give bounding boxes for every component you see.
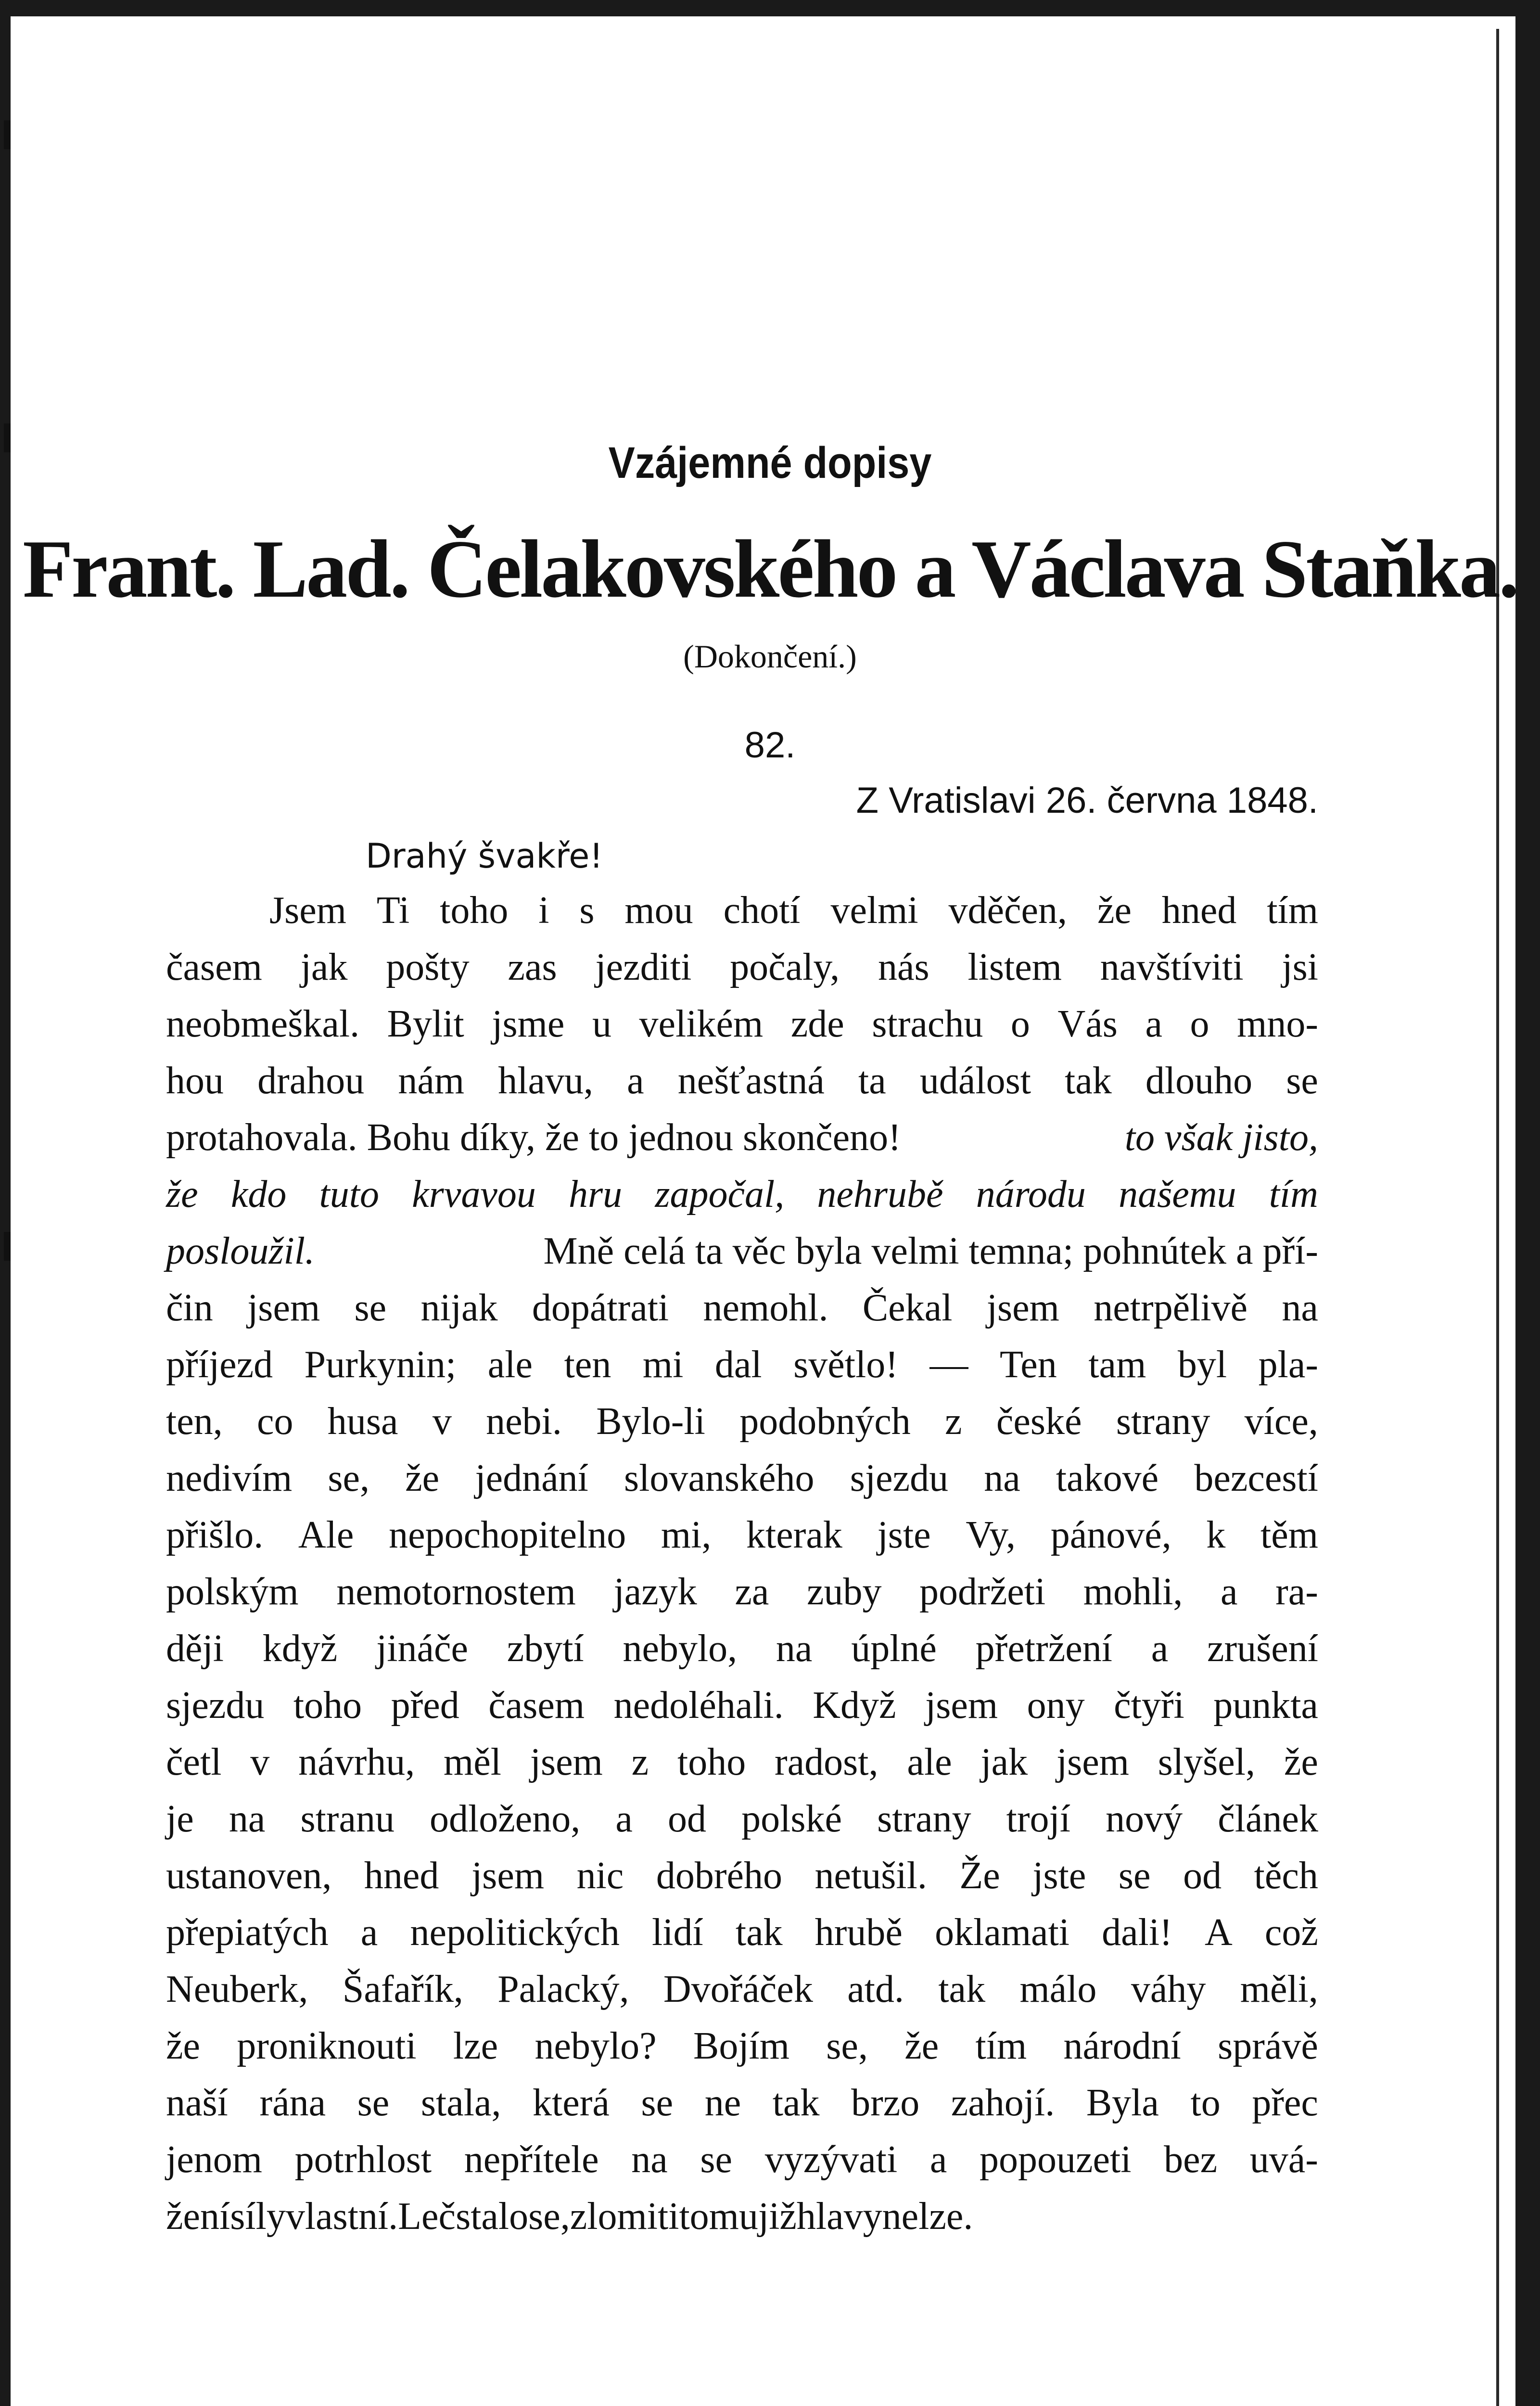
word: strachu (872, 1003, 983, 1045)
word: nás (878, 946, 929, 988)
word: dali! (1102, 1911, 1172, 1954)
word: se (1286, 1060, 1318, 1102)
word: ale (907, 1741, 952, 1783)
word: jináče (376, 1627, 468, 1670)
word: se, (528, 2195, 570, 2238)
word: podobných (739, 1400, 911, 1443)
word: že (1097, 889, 1132, 932)
word: na (631, 2138, 668, 2181)
word: brzo (851, 2082, 920, 2124)
word: drahou (257, 1060, 365, 1102)
word: časem (166, 946, 262, 988)
word: zlomiti (570, 2195, 679, 2238)
word: nám (398, 1060, 465, 1102)
word: se (357, 2082, 390, 2124)
word: podržeti (919, 1571, 1046, 1613)
word: strany (877, 1798, 971, 1840)
word: listem (967, 946, 1062, 988)
word: atd. (847, 1968, 904, 2010)
text-line (166, 2188, 1318, 2245)
word: jsme (492, 1003, 565, 1045)
word: a (615, 1798, 633, 1840)
word: dlouho (1145, 1060, 1253, 1102)
word: bezcestí (1194, 1457, 1318, 1499)
word: přišlo. (166, 1514, 264, 1556)
word: Ale (298, 1514, 354, 1556)
word: žení (166, 2195, 230, 2238)
word: jak (300, 946, 348, 988)
word: a (1151, 1627, 1169, 1670)
text-line (166, 939, 1318, 996)
word: nebylo? (535, 2025, 657, 2067)
word: a (1145, 1003, 1162, 1045)
word: ra- (1275, 1571, 1318, 1613)
word: dopátrati (532, 1287, 669, 1329)
word: návrhu, (298, 1741, 415, 1783)
word: Čekal (862, 1287, 953, 1329)
word: slovanského (624, 1457, 815, 1499)
word: v (250, 1741, 270, 1783)
word: světlo! (793, 1344, 898, 1386)
word: hlavu, (498, 1060, 593, 1102)
word: tak (938, 1968, 986, 2010)
text-line (166, 882, 1318, 939)
page-title: Frant. Lad. Čelakovského a Václava Staňka. (23, 524, 1517, 615)
word: Dvořáček (663, 1968, 813, 2010)
word: jsem (986, 1287, 1059, 1329)
word: počaly, (730, 946, 840, 988)
word: mou (624, 889, 693, 932)
word: nemotornostem (336, 1571, 576, 1613)
word: od (1183, 1855, 1222, 1897)
word: mi, (661, 1514, 712, 1556)
word: pánové, (1050, 1514, 1171, 1556)
word: husa (327, 1400, 398, 1443)
word: o (1010, 1003, 1030, 1045)
word: tím (975, 2025, 1027, 2067)
word: nepřítele (464, 2138, 599, 2181)
word: naší (166, 2082, 228, 2124)
text-line-italic (166, 1166, 1318, 1223)
word: vděčen, (948, 889, 1068, 932)
text-line (166, 1393, 1318, 1450)
word: stranu (300, 1798, 395, 1840)
text-line (166, 1791, 1318, 1847)
italic-text-segment: posloužil. (166, 1230, 315, 1272)
word: jsem (247, 1287, 320, 1329)
word: jednání (475, 1457, 588, 1499)
word: ne (704, 2082, 741, 2124)
word: měli, (1240, 1968, 1318, 2010)
word: jsi (1282, 946, 1318, 988)
word: potrhlost (294, 2138, 432, 2181)
word: nový (1106, 1798, 1183, 1840)
word: na (1282, 1287, 1318, 1329)
word: sjezdu (166, 1684, 265, 1727)
word: a (1221, 1571, 1238, 1613)
word: že (166, 2025, 201, 2067)
margin-mark (4, 1232, 11, 1261)
word: jazyk (613, 1571, 697, 1613)
text-line (166, 1734, 1318, 1791)
word: jste (877, 1514, 931, 1556)
letter-body (166, 882, 1318, 2245)
word: nijak (420, 1287, 498, 1329)
text-line (166, 2131, 1318, 2188)
word: síly (230, 2195, 286, 2238)
word: navštíviti (1100, 946, 1244, 988)
word: těm (1260, 1514, 1318, 1556)
word: jsem (471, 1855, 545, 1897)
word: proniknouti (237, 2025, 417, 2067)
word: zahojí. (951, 2082, 1055, 2124)
word: zbytí (507, 1627, 584, 1670)
word: tam (1088, 1344, 1146, 1386)
text-line (166, 1620, 1318, 1677)
word: nedivím (166, 1457, 293, 1499)
word: uvá- (1249, 2138, 1318, 2181)
word: ta (858, 1060, 886, 1102)
word: se (354, 1287, 387, 1329)
word: která (533, 2082, 610, 2124)
word: četl (166, 1741, 222, 1783)
word: málo (1019, 1968, 1097, 2010)
word: stalo (456, 2195, 529, 2238)
word: Bylit (387, 1003, 464, 1045)
text-line (166, 1847, 1318, 1904)
word: co (257, 1400, 293, 1443)
word: Když (813, 1684, 896, 1727)
word: nebi. (486, 1400, 562, 1443)
word: se (1118, 1855, 1151, 1897)
word: více, (1244, 1400, 1318, 1443)
word: Vás (1057, 1003, 1118, 1045)
word: čin (166, 1287, 213, 1329)
word: Purkynin; (304, 1344, 457, 1386)
word: Ti (376, 889, 410, 932)
word: Bylo-li (596, 1400, 705, 1443)
text-line-mixed (166, 1223, 1318, 1280)
word: mno- (1237, 1003, 1318, 1045)
word: hou (166, 1060, 224, 1102)
word: za (735, 1571, 769, 1613)
word: české (996, 1400, 1082, 1443)
word: že (166, 1173, 198, 1216)
word: slyšel, (1158, 1741, 1256, 1783)
word: národu (976, 1173, 1086, 1216)
word: přepiatých (166, 1911, 329, 1954)
word: zrušení (1207, 1627, 1318, 1670)
place-date: Z Vratislavi 26. června 1848. (856, 780, 1318, 821)
word: jsem (1056, 1741, 1129, 1783)
word: na (984, 1457, 1020, 1499)
word: Ten (999, 1344, 1057, 1386)
word: našemu (1119, 1173, 1236, 1216)
word: nešťastná (677, 1060, 825, 1102)
word: odloženo, (430, 1798, 581, 1840)
word: netušil. (815, 1855, 927, 1897)
word: zde (790, 1003, 844, 1045)
word: nemohl. (703, 1287, 828, 1329)
word: nehrubě (817, 1173, 943, 1216)
word: stala, (420, 2082, 501, 2124)
word: nic (576, 1855, 624, 1897)
word: k (1206, 1514, 1226, 1556)
word: tím (1267, 889, 1318, 932)
word: oklamati (935, 1911, 1070, 1954)
word: zas (508, 946, 557, 988)
word: bez (1164, 2138, 1218, 2181)
word: jak (980, 1741, 1028, 1783)
word: a (929, 2138, 947, 2181)
word: od (668, 1798, 706, 1840)
text-line (166, 2074, 1318, 2131)
word: lidí (652, 1911, 703, 1954)
word: váhy (1131, 1968, 1206, 2010)
subtitle: (Dokončení.) (683, 638, 857, 675)
salutation: Drahý švakře! (366, 836, 603, 876)
word: tak (735, 1911, 783, 1954)
word: nedoléhali. (613, 1684, 784, 1727)
word: kterak (746, 1514, 842, 1556)
word: se, (328, 1457, 369, 1499)
word: nepochopitelno (389, 1514, 626, 1556)
word: ustanoven, (166, 1855, 332, 1897)
word: rána (259, 2082, 326, 2124)
word: jezditi (595, 946, 692, 988)
word: přec (1252, 2082, 1318, 2124)
word: sjezdu (850, 1457, 949, 1499)
word: Šafařík, (342, 1968, 463, 2010)
word: neobmeškal. (166, 1003, 360, 1045)
word: těch (1254, 1855, 1318, 1897)
text-line (166, 996, 1318, 1052)
word: velmi (830, 889, 918, 932)
word: Bojím (693, 2025, 790, 2067)
word: vlastní. (285, 2195, 398, 2238)
word: strany (1116, 1400, 1210, 1443)
letter-number: 82. (744, 725, 796, 766)
word: a (627, 1060, 644, 1102)
word: kdo (230, 1173, 287, 1216)
text-line (166, 1507, 1318, 1563)
word: dobrého (656, 1855, 782, 1897)
word: před (391, 1684, 459, 1727)
word: mohli, (1083, 1571, 1183, 1613)
word: chotí (723, 889, 801, 932)
word: hned (364, 1855, 439, 1897)
word: vyzývati (764, 2138, 898, 2181)
word: netrpělivě (1094, 1287, 1248, 1329)
word: ony (1027, 1684, 1085, 1727)
word: zuby (806, 1571, 882, 1613)
word: na (776, 1627, 813, 1670)
text-line (166, 2018, 1318, 2074)
word: punkta (1213, 1684, 1318, 1727)
text-line (166, 1563, 1318, 1620)
word: u (592, 1003, 611, 1045)
page-edge-shadow (1496, 29, 1499, 2406)
word: jsem (925, 1684, 998, 1727)
word: tak (1065, 1060, 1112, 1102)
word: tuto (319, 1173, 379, 1216)
word: hru (569, 1173, 623, 1216)
text-segment: protahovala. Bohu díky, že to jednou skončeno! (166, 1116, 901, 1159)
scan-border-left (0, 0, 11, 2406)
word: to (1190, 2082, 1221, 2124)
word: hned (1161, 889, 1237, 932)
text-line (166, 1904, 1318, 1961)
word: tomu (679, 2195, 758, 2238)
word: článek (1218, 1798, 1318, 1840)
word: trojí (1006, 1798, 1070, 1840)
word: Neuberk, (166, 1968, 308, 2010)
series-heading: Vzájemné dopisy (608, 438, 932, 487)
margin-mark (4, 423, 11, 452)
word: národní (1063, 2025, 1181, 2067)
word: polské (741, 1798, 842, 1840)
text-line (166, 1280, 1318, 1336)
word: s (579, 889, 595, 932)
text-line (166, 1336, 1318, 1393)
word: z (631, 1741, 649, 1783)
word: pla- (1258, 1344, 1318, 1386)
word: Jsem (269, 889, 346, 932)
word: událost (919, 1060, 1031, 1102)
word: radost, (775, 1741, 878, 1783)
margin-mark (4, 120, 11, 149)
word: nelze. (882, 2195, 973, 2238)
word: ději (166, 1627, 224, 1670)
word: jste (1032, 1855, 1086, 1897)
word: jsem (530, 1741, 603, 1783)
word: nebylo, (623, 1627, 738, 1670)
word: čtyři (1114, 1684, 1184, 1727)
word: Leč (398, 2195, 456, 2238)
word: dal (714, 1344, 762, 1386)
word: A (1204, 1911, 1233, 1954)
word: popouzeti (980, 2138, 1132, 2181)
word: Vy, (966, 1514, 1016, 1556)
word: nepolitických (410, 1911, 620, 1954)
word: je (166, 1798, 194, 1840)
word: a (360, 1911, 378, 1954)
word: pošty (386, 946, 470, 988)
word: Že (959, 1855, 1000, 1897)
word: Palacký, (497, 1968, 629, 2010)
word: se (700, 2138, 733, 2181)
word: — (929, 1344, 968, 1386)
word: se (641, 2082, 674, 2124)
word: tak (772, 2082, 820, 2124)
word: se, (826, 2025, 868, 2067)
text-line (166, 1677, 1318, 1734)
word: na (229, 1798, 266, 1840)
word: ten, (166, 1400, 223, 1443)
word: již (758, 2195, 797, 2238)
word: časem (488, 1684, 585, 1727)
word: ale (487, 1344, 533, 1386)
word: polským (166, 1571, 299, 1613)
word: toho (293, 1684, 362, 1727)
word: krvavou (412, 1173, 536, 1216)
word: z (945, 1400, 962, 1443)
word: mi (642, 1344, 684, 1386)
text-line (166, 1052, 1318, 1109)
word: že (1284, 1741, 1318, 1783)
word: takové (1056, 1457, 1159, 1499)
scan-border-top (0, 0, 1540, 16)
word: přetržení (975, 1627, 1112, 1670)
word: o (1190, 1003, 1209, 1045)
word: v (432, 1400, 452, 1443)
word: velikém (639, 1003, 764, 1045)
word: byl (1177, 1344, 1227, 1386)
word: úplné (851, 1627, 937, 1670)
word: že (904, 2025, 939, 2067)
word: hlavy (796, 2195, 882, 2238)
word: i (538, 889, 549, 932)
text-line (166, 1450, 1318, 1507)
word: toho (677, 1741, 746, 1783)
text-segment: Mně celá ta věc byla velmi temna; pohnútek a pří- (543, 1230, 1318, 1272)
word: správě (1218, 2025, 1318, 2067)
word: že (405, 1457, 440, 1499)
word: toho (440, 889, 509, 932)
word: lze (453, 2025, 498, 2067)
word: započal, (655, 1173, 785, 1216)
word: příjezd (166, 1344, 273, 1386)
word: ten (564, 1344, 611, 1386)
word: jenom (166, 2138, 262, 2181)
scan-border-right (1515, 0, 1540, 2406)
word: Byla (1086, 2082, 1159, 2124)
word: měl (444, 1741, 501, 1783)
italic-text-segment: to však jisto, (1124, 1116, 1318, 1159)
text-line (166, 1961, 1318, 2018)
word: což (1264, 1911, 1318, 1954)
word: tím (1269, 1173, 1318, 1216)
word: hrubě (815, 1911, 903, 1954)
text-line-mixed (166, 1109, 1318, 1166)
word: když (262, 1627, 338, 1670)
